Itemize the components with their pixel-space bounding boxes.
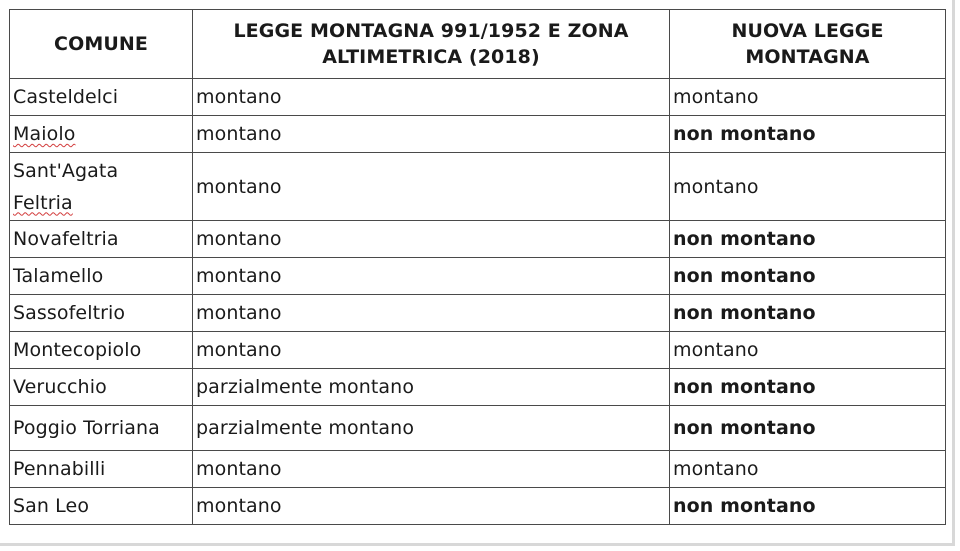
- cell-comune: Talamello: [10, 258, 193, 295]
- cell-comune: Verucchio: [10, 369, 193, 406]
- table-row: [10, 116, 946, 153]
- cell-nuova-legge: non montano: [670, 369, 946, 406]
- montagna-table: [9, 9, 946, 525]
- comune-text-line2: Feltria: [13, 191, 73, 214]
- cell-nuova-legge: non montano: [670, 295, 946, 332]
- comune-text: Maiolo: [13, 123, 76, 145]
- cell-nuova-legge: montano: [670, 79, 946, 116]
- cell-comune: [10, 116, 193, 153]
- cell-nuova-legge: non montano: [670, 258, 946, 295]
- cell-comune: Sassofeltrio: [10, 295, 193, 332]
- table-row: [10, 295, 946, 332]
- cell-comune: Casteldelci: [10, 79, 193, 116]
- cell-legge-1952: parzialmente montano: [193, 369, 670, 406]
- cell-nuova-legge: non montano: [670, 221, 946, 258]
- header-nuova-legge: NUOVA LEGGE MONTAGNA: [670, 10, 946, 79]
- table-row: [10, 153, 946, 221]
- cell-nuova-legge: non montano: [670, 406, 946, 451]
- cell-comune: Pennabilli: [10, 451, 193, 488]
- cell-legge-1952: montano: [193, 79, 670, 116]
- table-row: [10, 79, 946, 116]
- cell-nuova-legge: montano: [670, 451, 946, 488]
- cell-nuova-legge: montano: [670, 153, 946, 221]
- cell-comune: [10, 153, 193, 221]
- table-row: [10, 332, 946, 369]
- cell-legge-1952: montano: [193, 332, 670, 369]
- cell-comune: Montecopiolo: [10, 332, 193, 369]
- cell-nuova-legge: montano: [670, 332, 946, 369]
- cell-legge-1952: montano: [193, 221, 670, 258]
- cell-legge-1952: montano: [193, 488, 670, 525]
- cell-nuova-legge: non montano: [670, 488, 946, 525]
- table-row: [10, 488, 946, 525]
- comune-text-line1: Sant'Agata: [13, 159, 119, 182]
- table-row: [10, 406, 946, 451]
- cell-legge-1952: montano: [193, 295, 670, 332]
- table-header-row: [10, 10, 946, 79]
- cell-comune: Poggio Torriana: [10, 406, 193, 451]
- table-row: [10, 221, 946, 258]
- table-row: [10, 451, 946, 488]
- cell-legge-1952: parzialmente montano: [193, 406, 670, 451]
- cell-comune: Novafeltria: [10, 221, 193, 258]
- cell-comune: San Leo: [10, 488, 193, 525]
- cell-nuova-legge: non montano: [670, 116, 946, 153]
- table-row: [10, 369, 946, 406]
- header-legge-1952: LEGGE MONTAGNA 991/1952 E ZONA ALTIMETRICA (2018): [193, 10, 670, 79]
- header-comune: COMUNE: [10, 10, 193, 79]
- cell-legge-1952: montano: [193, 451, 670, 488]
- cell-legge-1952: montano: [193, 116, 670, 153]
- cell-legge-1952: montano: [193, 258, 670, 295]
- table-row: [10, 258, 946, 295]
- cell-legge-1952: montano: [193, 153, 670, 221]
